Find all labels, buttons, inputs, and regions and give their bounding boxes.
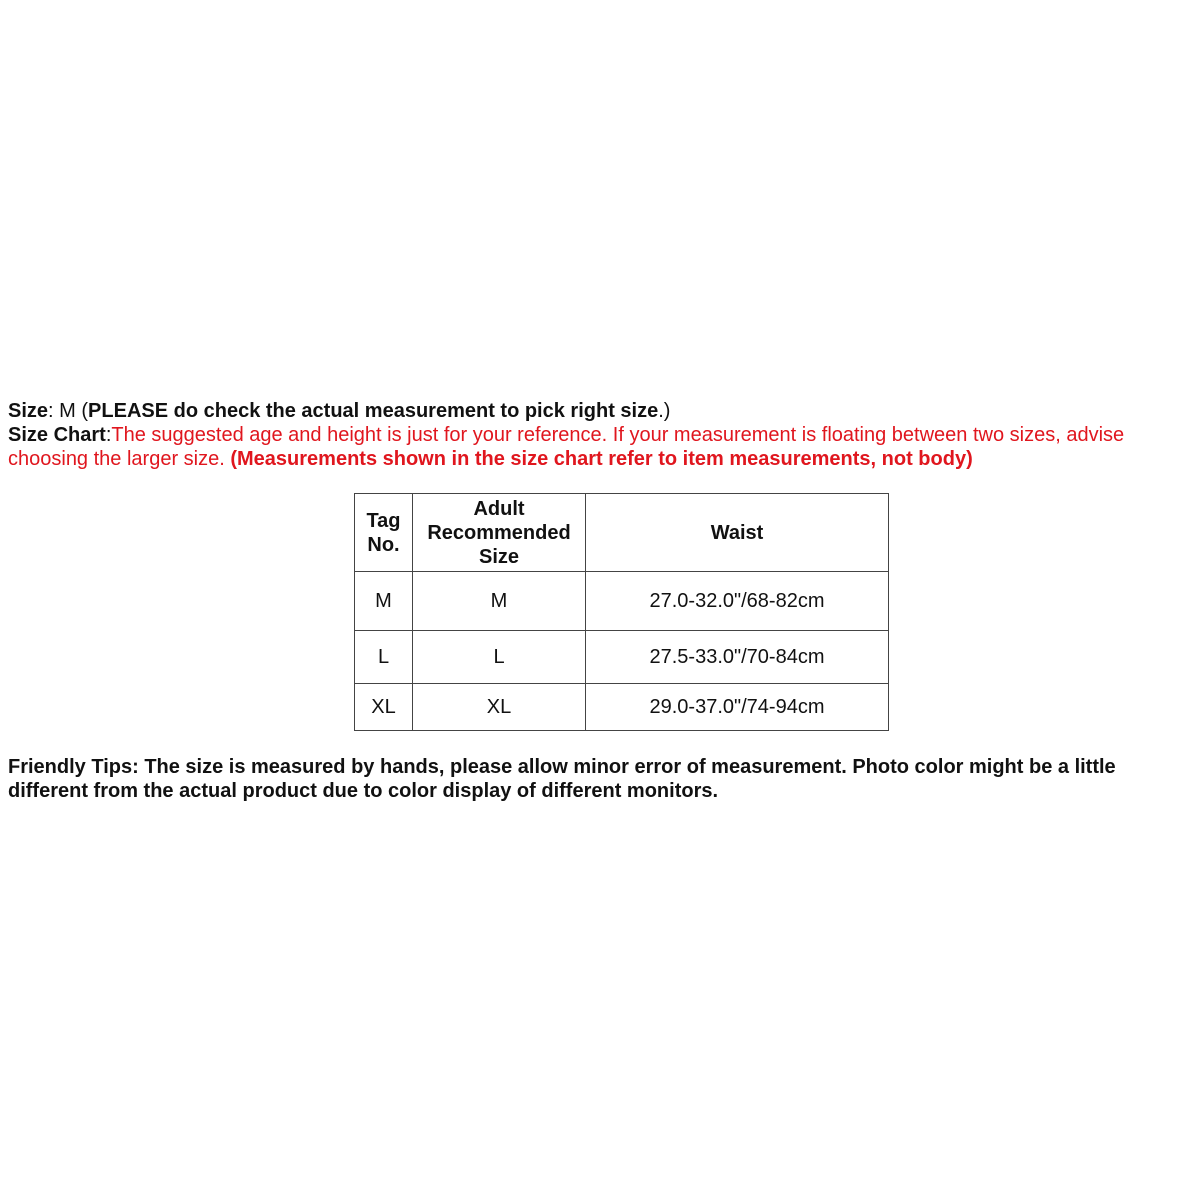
table-header-row xyxy=(355,494,889,572)
size-chart-text: The suggested age and height is just for your reference. If your measurement is floating between two sizes, advise choosing the larger size. xyxy=(8,424,1125,470)
size-table-container xyxy=(354,493,889,731)
size-chart-emphasis: (Measurements shown in the size chart refer to item measurements, not body) xyxy=(230,448,973,470)
size-chart-line xyxy=(8,423,1192,471)
header-adult-recommended-size: Adult Recommended Size xyxy=(413,494,586,572)
cell-tag-no: L xyxy=(355,631,413,684)
size-close-paren: .) xyxy=(658,400,671,422)
friendly-tips: Friendly Tips: The size is measured by hands, please allow minor error of measurement. Photo color might be a little different from the actual product due to color display of different monitors. xyxy=(8,756,1116,802)
cell-adult-size: XL xyxy=(413,684,586,731)
table-row xyxy=(355,572,889,631)
size-chart-separator: : xyxy=(105,424,112,446)
table-row xyxy=(355,684,889,731)
cell-waist: 27.0-32.0"/68-82cm xyxy=(586,572,889,631)
size-info-block xyxy=(8,399,1192,471)
header-tag-no: Tag No. xyxy=(355,494,413,572)
cell-waist: 27.5-33.0"/70-84cm xyxy=(586,631,889,684)
size-open-paren: ( xyxy=(75,400,89,422)
size-chart-label: Size Chart xyxy=(8,424,106,446)
size-note: PLEASE do check the actual measurement to pick right size xyxy=(88,400,659,422)
cell-tag-no: XL xyxy=(355,684,413,731)
cell-waist: 29.0-37.0"/74-94cm xyxy=(586,684,889,731)
size-separator: : xyxy=(48,400,60,422)
cell-adult-size: L xyxy=(413,631,586,684)
cell-tag-no: M xyxy=(355,572,413,631)
cell-adult-size: M xyxy=(413,572,586,631)
size-label: Size xyxy=(8,400,49,422)
size-value: M xyxy=(59,400,76,422)
header-waist: Waist xyxy=(586,494,889,572)
table-row xyxy=(355,631,889,684)
size-table xyxy=(354,493,889,731)
size-line xyxy=(8,399,1192,423)
